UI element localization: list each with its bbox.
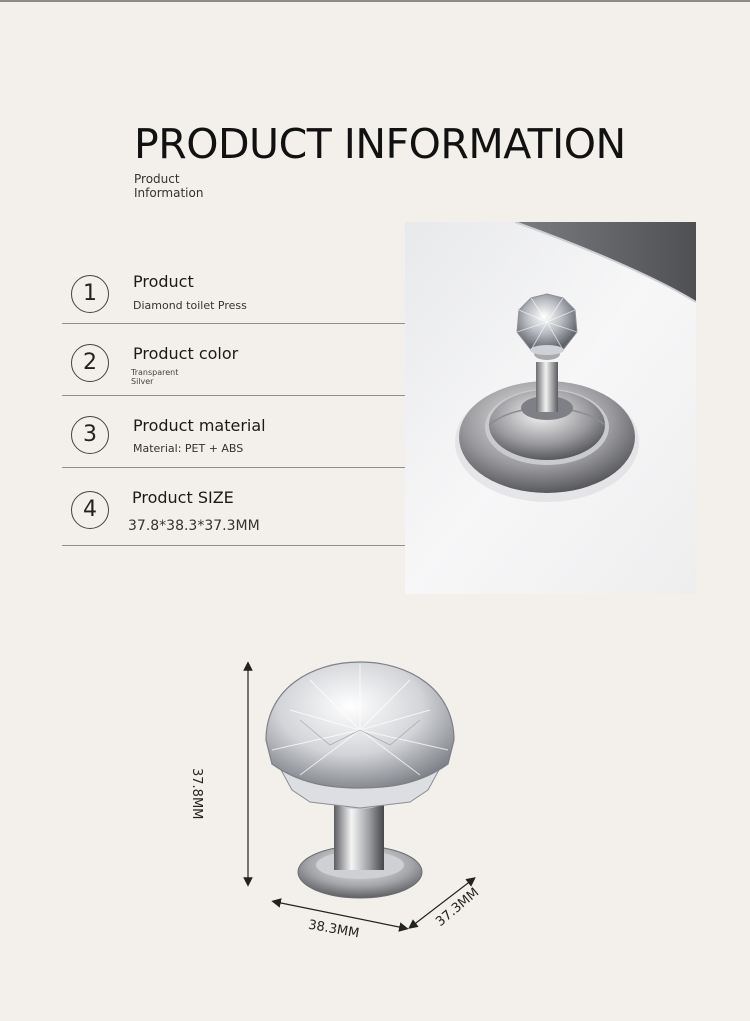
spec-row-product (62, 256, 405, 324)
top-border (0, 0, 750, 2)
number-badge-3: 3 (71, 416, 109, 454)
spec-value-size: 37.8*38.3*37.3MM (128, 518, 260, 534)
subtitle-line-2: Information (134, 186, 204, 200)
number-badge-1: 1 (71, 275, 109, 313)
page-title: PRODUCT INFORMATION (134, 120, 626, 168)
spec-row-color (62, 324, 405, 396)
spec-value-material: Material: PET + ABS (133, 442, 244, 455)
spec-value-color-2: Silver (131, 377, 154, 386)
product-photo (405, 222, 696, 594)
spec-value-color (131, 368, 178, 386)
spec-value-product: Diamond toilet Press (133, 299, 247, 312)
spec-value-color-1: Transparent (131, 368, 179, 377)
spec-label-color: Product color (133, 344, 239, 363)
dimension-depth-label: 37.3MM (433, 885, 483, 930)
number-badge-2: 2 (71, 344, 109, 382)
number-badge-4: 4 (71, 491, 109, 529)
subtitle-line-1: Product (134, 172, 180, 186)
spec-row-size (62, 468, 405, 546)
spec-row-material (62, 396, 405, 468)
spec-label-size: Product SIZE (132, 488, 234, 507)
spec-label-product: Product (133, 272, 194, 291)
spec-label-material: Product material (133, 416, 266, 435)
dimension-width-label: 38.3MM (307, 917, 361, 942)
dimension-height-label: 37.8MM (189, 768, 204, 820)
page-subtitle (134, 172, 254, 200)
dimension-diagram (189, 650, 520, 950)
